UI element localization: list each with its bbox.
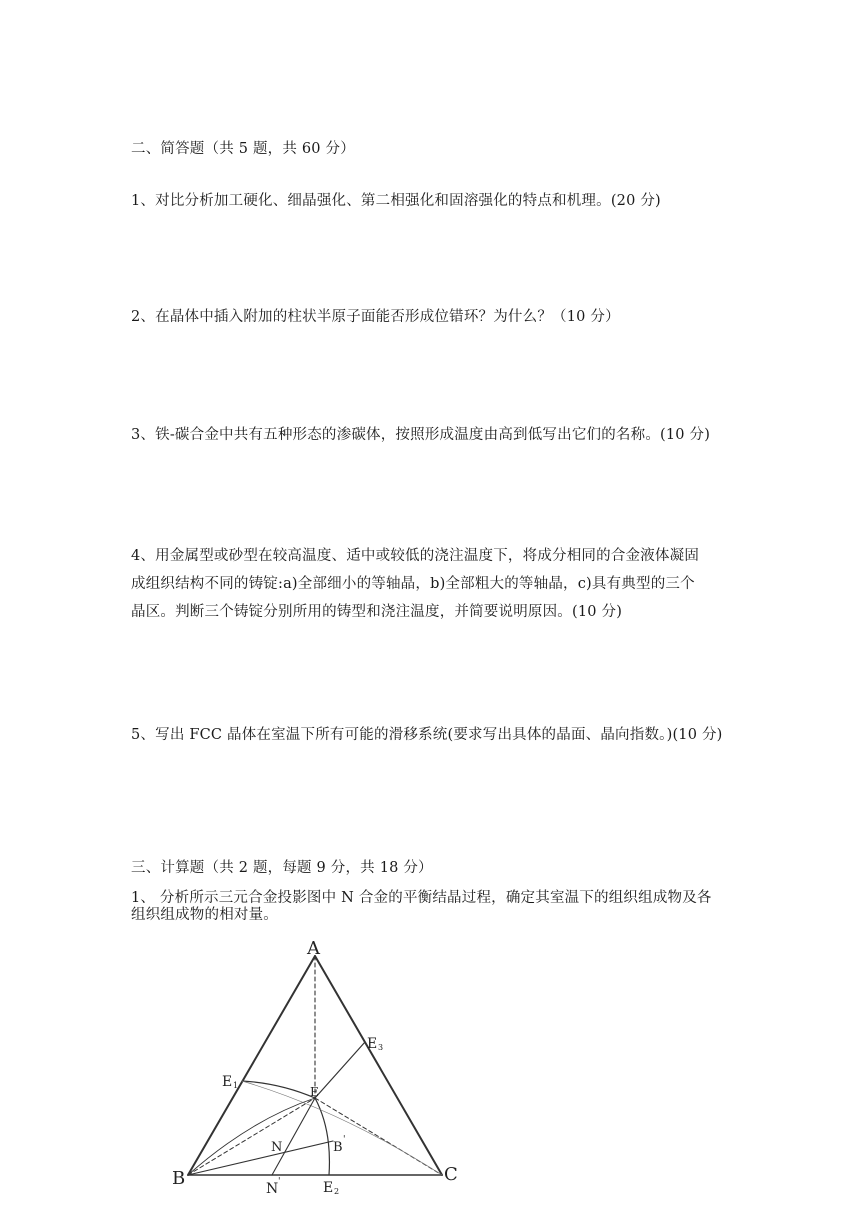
question-2-5: 5、写出 FCC 晶体在室温下所有可能的滑移系统(要求写出具体的晶面、晶向指数。)(10 分) bbox=[131, 727, 723, 743]
label-e1-sub: 1 bbox=[233, 1081, 239, 1090]
line-nprime-e bbox=[272, 1098, 315, 1175]
ternary-projection-diagram bbox=[160, 930, 480, 1200]
label-e: E bbox=[310, 1085, 319, 1099]
question-2-2: 2、在晶体中插入附加的柱状半原子面能否形成位错环？为什么？（10 分） bbox=[131, 309, 620, 325]
line-b-bprime bbox=[188, 1141, 333, 1175]
label-e3-sub: 3 bbox=[378, 1043, 384, 1052]
label-e2-sub: 2 bbox=[334, 1187, 340, 1196]
question-2-4-line2: 成组织结构不同的铸锭:a)全部细小的等轴晶，b)全部粗大的等轴晶，c)具有典型的三个 bbox=[131, 576, 695, 592]
question-2-1: 1、对比分析加工硬化、细晶强化、第二相强化和固溶强化的特点和机理。(20 分) bbox=[131, 193, 661, 209]
label-b-prime-mark: ' bbox=[343, 1135, 346, 1145]
label-n-prime-mark: ' bbox=[278, 1177, 281, 1187]
label-e2: E bbox=[323, 1180, 334, 1196]
label-c: C bbox=[444, 1164, 458, 1185]
question-2-4-line1: 4、用金属型或砂型在较高温度、适中或较低的浇注温度下，将成分相同的合金液体凝固 bbox=[131, 548, 700, 564]
curve-e-e2 bbox=[315, 1098, 329, 1175]
label-n: N bbox=[271, 1140, 283, 1155]
question-2-4-line3: 晶区。判断三个铸锭分别所用的铸型和浇注温度，并简要说明原因。(10 分) bbox=[131, 604, 623, 620]
question-2-3: 3、铁-碳合金中共有五种形态的渗碳体，按照形成温度由高到低写出它们的名称。(10 分) bbox=[131, 427, 711, 443]
section3-heading: 三、计算题（共 2 题，每题 9 分，共 18 分） bbox=[131, 860, 433, 876]
label-b-prime: B bbox=[333, 1140, 343, 1155]
label-e1: E bbox=[222, 1074, 233, 1090]
question-3-1-line1: 1、 分析所示三元合金投影图中 N 合金的平衡结晶过程，确定其室温下的组织组成物及各 bbox=[131, 890, 712, 906]
label-b: B bbox=[172, 1168, 186, 1189]
curve-e3-e bbox=[315, 1042, 365, 1098]
question-3-1-line2: 组织组成物的相对量。 bbox=[131, 907, 278, 923]
label-a: A bbox=[307, 938, 320, 959]
curve-e1-e bbox=[242, 1081, 315, 1098]
section2-heading: 二、简答题（共 5 题，共 60 分） bbox=[131, 141, 355, 157]
dashed-line-b-e bbox=[188, 1098, 315, 1175]
curve-e1-c bbox=[242, 1081, 442, 1175]
label-n-prime: N bbox=[266, 1181, 279, 1197]
triangle-side-ab bbox=[188, 956, 315, 1175]
label-e3: E bbox=[367, 1036, 378, 1052]
